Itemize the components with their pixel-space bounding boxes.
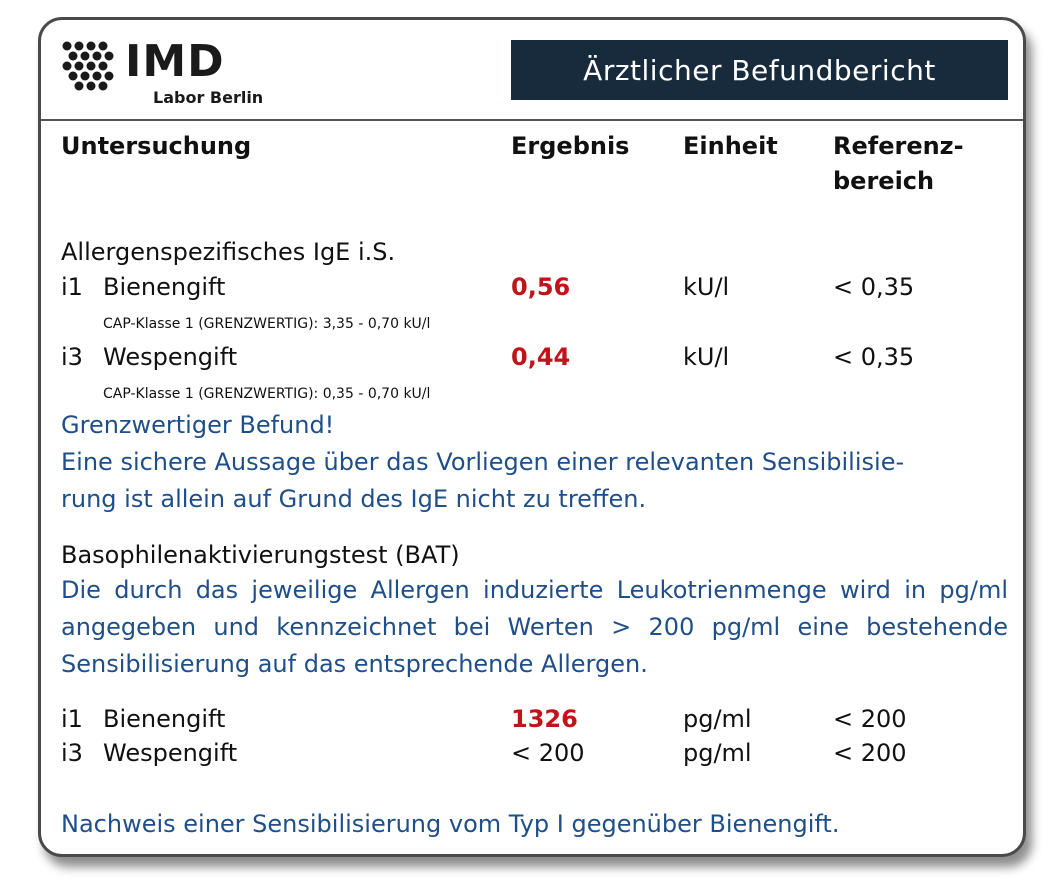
row-reference: < 200 [833,705,907,733]
comment-line-2: rung ist allein auf Grund des IgE nicht zu treffen. [61,485,647,513]
comment-line-1: Eine sichere Aussage über das Vorliegen einer relevanten Sensibilisie- [61,448,905,476]
dot-grid-logo-icon [61,40,119,96]
row-name: Bienengift [103,273,226,301]
row-result: 0,56 [511,273,571,301]
column-header-result: Ergebnis [511,132,630,160]
row-code: i1 [61,705,83,733]
report-card [38,17,1026,857]
bat-description: Die durch das jeweilige Allergen induzierte Leukotrienmenge wird in pg/ml angegeben und kennzeichnet bei Werten > 200 pg/ml eine bestehende Sensibilisierung auf das entsprechende Allergen. [61,576,1008,678]
row-result: < 200 [511,739,585,767]
row-reference: < 0,35 [833,273,915,301]
column-header-reference-line2: bereich [833,167,935,195]
report-title-banner: Ärztlicher Befundbericht [511,40,1008,100]
row-unit: pg/ml [683,705,752,733]
logo-subtitle: Labor Berlin [153,88,264,107]
row-note: CAP-Klasse 1 (GRENZWERTIG): 3,35 - 0,70 kU/l [103,316,431,332]
row-unit: pg/ml [683,739,752,767]
section-title-ige: Allergenspezifisches IgE i.S. [61,238,396,266]
row-result: 0,44 [511,343,571,371]
conclusion: Nachweis einer Sensibilisierung vom Typ I gegenüber Bienengift. [61,810,840,838]
row-result: 1326 [511,705,578,733]
logo-name: IMD [125,36,225,87]
row-reference: < 200 [833,739,907,767]
comment-title: Grenzwertiger Befund! [61,411,335,439]
column-header-unit: Einheit [683,132,778,160]
row-name: Wespengift [103,739,238,767]
header-divider [41,119,1023,121]
column-header-test: Untersuchung [61,132,252,160]
row-unit: kU/l [683,273,730,301]
column-header-reference-line1: Referenz- [833,132,964,160]
row-code: i3 [61,343,83,371]
lab-logo [61,36,291,110]
row-unit: kU/l [683,343,730,371]
row-code: i3 [61,739,83,767]
section-title-bat: Basophilenaktivierungstest (BAT) [61,541,460,569]
row-name: Bienengift [103,705,226,733]
row-reference: < 0,35 [833,343,915,371]
row-code: i1 [61,273,83,301]
row-note: CAP-Klasse 1 (GRENZWERTIG): 0,35 - 0,70 kU/l [103,386,431,402]
row-name: Wespengift [103,343,238,371]
